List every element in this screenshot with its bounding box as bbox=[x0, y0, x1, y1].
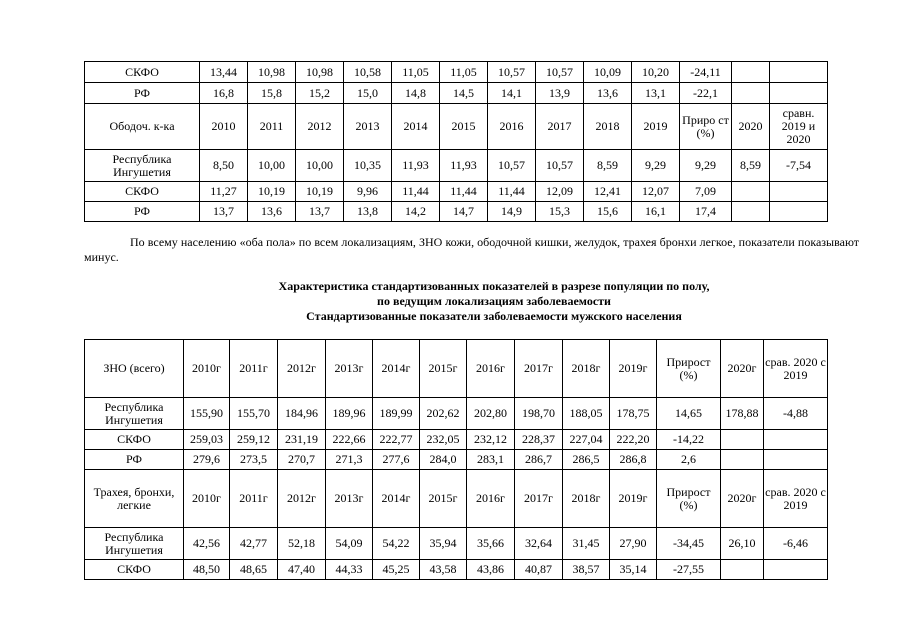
table2-cell: 227,04 bbox=[563, 430, 610, 450]
table1-cell: 8,50 bbox=[200, 150, 248, 182]
table1-cell: 14,1 bbox=[488, 83, 536, 104]
table2-cell: 48,50 bbox=[184, 560, 230, 580]
table2-cell: 14,65 bbox=[657, 398, 721, 430]
table1-cell: 12,07 bbox=[632, 182, 680, 202]
table1-cell: 15,3 bbox=[536, 202, 584, 222]
table2-cell: 178,88 bbox=[721, 398, 764, 430]
table1-cell: 14,2 bbox=[392, 202, 440, 222]
table2-cell: 202,62 bbox=[420, 398, 467, 430]
table1-cell: 9,96 bbox=[344, 182, 392, 202]
table1-cell bbox=[732, 182, 770, 202]
table2-row-label: РФ bbox=[85, 450, 184, 470]
table1-row bbox=[85, 182, 828, 202]
table1-cell: 12,41 bbox=[584, 182, 632, 202]
table2-cell: 259,12 bbox=[230, 430, 278, 450]
table2-cell: 52,18 bbox=[278, 528, 326, 560]
table2-cell: 54,22 bbox=[373, 528, 420, 560]
table1-cell: 10,98 bbox=[248, 62, 296, 83]
table2-cell bbox=[764, 560, 828, 580]
table2-cell: 35,14 bbox=[610, 560, 657, 580]
table2-cell: 2011г bbox=[230, 470, 278, 528]
table2-row bbox=[85, 430, 828, 450]
table2-cell: 232,12 bbox=[467, 430, 515, 450]
table1-cell: 13,8 bbox=[344, 202, 392, 222]
table2-cell: 222,20 bbox=[610, 430, 657, 450]
table2-cell: 2013г bbox=[326, 340, 373, 398]
table2-cell: Прирост (%) bbox=[657, 470, 721, 528]
table1-cell: 2015 bbox=[440, 104, 488, 150]
table2-cell: 43,58 bbox=[420, 560, 467, 580]
table2-cell: 2010г bbox=[184, 470, 230, 528]
table1-cell: 2014 bbox=[392, 104, 440, 150]
table2-cell: 189,96 bbox=[326, 398, 373, 430]
table2-cell: 284,0 bbox=[420, 450, 467, 470]
table2-cell bbox=[764, 450, 828, 470]
table2-cell: 273,5 bbox=[230, 450, 278, 470]
table2-cell: 2014г bbox=[373, 470, 420, 528]
table2-cell: 189,99 bbox=[373, 398, 420, 430]
table1-row-label: СКФО bbox=[85, 62, 200, 83]
table2-cell: 202,80 bbox=[467, 398, 515, 430]
table1-cell: 16,8 bbox=[200, 83, 248, 104]
table1-cell: 7,09 bbox=[680, 182, 732, 202]
table2-cell: 155,70 bbox=[230, 398, 278, 430]
table1-cell: 13,1 bbox=[632, 83, 680, 104]
table2-cell: 2012г bbox=[278, 470, 326, 528]
table2-cell: 2010г bbox=[184, 340, 230, 398]
table2-row-label: ЗНО (всего) bbox=[85, 340, 184, 398]
table1-row-label: РФ bbox=[85, 83, 200, 104]
table1-cell: 14,5 bbox=[440, 83, 488, 104]
table1-cell: 10,19 bbox=[296, 182, 344, 202]
table2-row bbox=[85, 560, 828, 580]
table2-cell: 45,25 bbox=[373, 560, 420, 580]
table1-cell: 2010 bbox=[200, 104, 248, 150]
table2-cell: срав. 2020 с 2019 bbox=[764, 470, 828, 528]
table2-cell: 2014г bbox=[373, 340, 420, 398]
table1-cell: 10,57 bbox=[536, 62, 584, 83]
table2-cell bbox=[764, 430, 828, 450]
table1-cell: 10,09 bbox=[584, 62, 632, 83]
summary-paragraph: По всему населению «оба пола» по всем локализациям, ЗНО кожи, ободочной кишки, желудок, трахея бронхи легкое, показатели показывают минус. bbox=[84, 235, 859, 264]
table2-cell: -14,22 bbox=[657, 430, 721, 450]
table1-cell: 10,98 bbox=[296, 62, 344, 83]
table1-row-label: Республика Ингушетия bbox=[85, 150, 200, 182]
table2-cell: 2016г bbox=[467, 470, 515, 528]
table2-cell bbox=[721, 560, 764, 580]
table2-row bbox=[85, 340, 828, 398]
table2-cell: 44,33 bbox=[326, 560, 373, 580]
table1-cell: 15,0 bbox=[344, 83, 392, 104]
table1-cell: 11,93 bbox=[392, 150, 440, 182]
table1-cell: 11,05 bbox=[440, 62, 488, 83]
table1-row-label: СКФО bbox=[85, 182, 200, 202]
table1-cell bbox=[770, 182, 828, 202]
table2-cell: 286,8 bbox=[610, 450, 657, 470]
table1-cell: 12,09 bbox=[536, 182, 584, 202]
table2-cell: 47,40 bbox=[278, 560, 326, 580]
table2-cell: 2020г bbox=[721, 340, 764, 398]
table1-cell: Приро ст (%) bbox=[680, 104, 732, 150]
table2-cell: 222,66 bbox=[326, 430, 373, 450]
table2-cell: 2013г bbox=[326, 470, 373, 528]
table2-cell: -4,88 bbox=[764, 398, 828, 430]
table1-cell: 13,6 bbox=[584, 83, 632, 104]
table2-row-label: СКФО bbox=[85, 560, 184, 580]
table1-cell: 16,1 bbox=[632, 202, 680, 222]
table1-cell: 10,19 bbox=[248, 182, 296, 202]
table1-cell: 10,00 bbox=[296, 150, 344, 182]
table1-cell: 13,7 bbox=[296, 202, 344, 222]
table1-cell: 11,44 bbox=[392, 182, 440, 202]
table2-row-label: СКФО bbox=[85, 430, 184, 450]
colon-cancer-table bbox=[84, 61, 828, 222]
table2-cell: 184,96 bbox=[278, 398, 326, 430]
table2-cell: Прирост (%) bbox=[657, 340, 721, 398]
table1-cell: 8,59 bbox=[584, 150, 632, 182]
table1-cell bbox=[770, 83, 828, 104]
table1-cell: 10,20 bbox=[632, 62, 680, 83]
table2-cell: 2012г bbox=[278, 340, 326, 398]
table2-cell: 26,10 bbox=[721, 528, 764, 560]
table1-cell: 10,57 bbox=[536, 150, 584, 182]
table2-cell: 2017г bbox=[515, 470, 563, 528]
table1-cell bbox=[732, 83, 770, 104]
table1-cell: 11,27 bbox=[200, 182, 248, 202]
table2-cell: -6,46 bbox=[764, 528, 828, 560]
table2-cell: 2,6 bbox=[657, 450, 721, 470]
table2-cell: 286,7 bbox=[515, 450, 563, 470]
table1-cell: 14,9 bbox=[488, 202, 536, 222]
table2-cell: 2019г bbox=[610, 340, 657, 398]
table2-cell: 35,94 bbox=[420, 528, 467, 560]
table2-cell: 2018г bbox=[563, 470, 610, 528]
table1-cell: 13,9 bbox=[536, 83, 584, 104]
table1-cell: 11,44 bbox=[440, 182, 488, 202]
table2-cell: 228,37 bbox=[515, 430, 563, 450]
table1-row bbox=[85, 62, 828, 83]
table2-cell: 48,65 bbox=[230, 560, 278, 580]
table1-row bbox=[85, 202, 828, 222]
table1-cell: 13,44 bbox=[200, 62, 248, 83]
table2-cell: 222,77 bbox=[373, 430, 420, 450]
table1-cell: 2018 bbox=[584, 104, 632, 150]
table1-row bbox=[85, 104, 828, 150]
table1-cell: 2012 bbox=[296, 104, 344, 150]
table1-cell: сравн. 2019 и 2020 bbox=[770, 104, 828, 150]
table1-row bbox=[85, 150, 828, 182]
table2-cell: 286,5 bbox=[563, 450, 610, 470]
table1-cell: 14,7 bbox=[440, 202, 488, 222]
table2-cell: -27,55 bbox=[657, 560, 721, 580]
table2-cell: 27,90 bbox=[610, 528, 657, 560]
table1-row-label: РФ bbox=[85, 202, 200, 222]
table2-row bbox=[85, 450, 828, 470]
table2-cell: 259,03 bbox=[184, 430, 230, 450]
table2-cell: 43,86 bbox=[467, 560, 515, 580]
table2-cell: 283,1 bbox=[467, 450, 515, 470]
table1-cell: 10,57 bbox=[488, 62, 536, 83]
table2-row-label: Республика Ингушетия bbox=[85, 528, 184, 560]
table1-row bbox=[85, 83, 828, 104]
table1-cell: 8,59 bbox=[732, 150, 770, 182]
table2-cell: 31,45 bbox=[563, 528, 610, 560]
table1-cell: 9,29 bbox=[632, 150, 680, 182]
table1-cell: 10,57 bbox=[488, 150, 536, 182]
table1-cell: 13,7 bbox=[200, 202, 248, 222]
table1-row-label: Ободоч. к-ка bbox=[85, 104, 200, 150]
table2-cell: 232,05 bbox=[420, 430, 467, 450]
table1-cell: 13,6 bbox=[248, 202, 296, 222]
table1-cell: 10,35 bbox=[344, 150, 392, 182]
table2-cell: 231,19 bbox=[278, 430, 326, 450]
table1-cell: 2016 bbox=[488, 104, 536, 150]
table1-cell: 15,2 bbox=[296, 83, 344, 104]
table2-cell: 2017г bbox=[515, 340, 563, 398]
table1-cell bbox=[770, 202, 828, 222]
table1-cell: 11,05 bbox=[392, 62, 440, 83]
table1-cell: 11,44 bbox=[488, 182, 536, 202]
table2-cell: 2011г bbox=[230, 340, 278, 398]
table2-cell: 271,3 bbox=[326, 450, 373, 470]
table2-row bbox=[85, 528, 828, 560]
table1-cell: 9,29 bbox=[680, 150, 732, 182]
table1-cell: 2019 bbox=[632, 104, 680, 150]
table2-cell bbox=[721, 430, 764, 450]
table2-cell: 2015г bbox=[420, 340, 467, 398]
table2-cell: 277,6 bbox=[373, 450, 420, 470]
table2-cell: 155,90 bbox=[184, 398, 230, 430]
table2-cell: 2016г bbox=[467, 340, 515, 398]
table2-cell: 2020г bbox=[721, 470, 764, 528]
table2-cell: 38,57 bbox=[563, 560, 610, 580]
table1-cell: 14,8 bbox=[392, 83, 440, 104]
table1-cell: -7,54 bbox=[770, 150, 828, 182]
section-heading-3: Стандартизованные показатели заболеваемости мужского населения bbox=[306, 309, 682, 323]
table2-cell: 35,66 bbox=[467, 528, 515, 560]
table1-cell bbox=[732, 62, 770, 83]
table2-cell: 270,7 bbox=[278, 450, 326, 470]
section-heading-2: по ведущим локализациям заболеваемости bbox=[377, 294, 611, 308]
table2-cell: 2018г bbox=[563, 340, 610, 398]
table1-cell: 15,6 bbox=[584, 202, 632, 222]
table1-cell: 11,93 bbox=[440, 150, 488, 182]
table2-row bbox=[85, 398, 828, 430]
table2-cell: 178,75 bbox=[610, 398, 657, 430]
table2-cell: срав. 2020 с 2019 bbox=[764, 340, 828, 398]
table2-cell: 2015г bbox=[420, 470, 467, 528]
table2-cell: 198,70 bbox=[515, 398, 563, 430]
section-heading-1: Характеристика стандартизованных показателей в разрезе популяции по полу, bbox=[278, 279, 710, 293]
table1-cell: 17,4 bbox=[680, 202, 732, 222]
table1-cell: 2013 bbox=[344, 104, 392, 150]
table2-cell: 42,77 bbox=[230, 528, 278, 560]
table2-cell bbox=[721, 450, 764, 470]
table1-cell: 2020 bbox=[732, 104, 770, 150]
table2-row-label: Трахея, бронхи, легкие bbox=[85, 470, 184, 528]
table1-cell: 10,58 bbox=[344, 62, 392, 83]
table1-cell: 2011 bbox=[248, 104, 296, 150]
table1-cell bbox=[732, 202, 770, 222]
table2-cell: 188,05 bbox=[563, 398, 610, 430]
table1-cell: 15,8 bbox=[248, 83, 296, 104]
table1-cell: -24,11 bbox=[680, 62, 732, 83]
table2-cell: 32,64 bbox=[515, 528, 563, 560]
table2-cell: 42,56 bbox=[184, 528, 230, 560]
table2-cell: 279,6 bbox=[184, 450, 230, 470]
table2-cell: -34,45 bbox=[657, 528, 721, 560]
table1-cell bbox=[770, 62, 828, 83]
table2-cell: 40,87 bbox=[515, 560, 563, 580]
table2-row-label: Республика Ингушетия bbox=[85, 398, 184, 430]
table1-cell: 10,00 bbox=[248, 150, 296, 182]
table1-cell: -22,1 bbox=[680, 83, 732, 104]
table2-cell: 2019г bbox=[610, 470, 657, 528]
male-incidence-table bbox=[84, 339, 828, 580]
table2-cell: 54,09 bbox=[326, 528, 373, 560]
table2-row bbox=[85, 470, 828, 528]
table1-cell: 2017 bbox=[536, 104, 584, 150]
